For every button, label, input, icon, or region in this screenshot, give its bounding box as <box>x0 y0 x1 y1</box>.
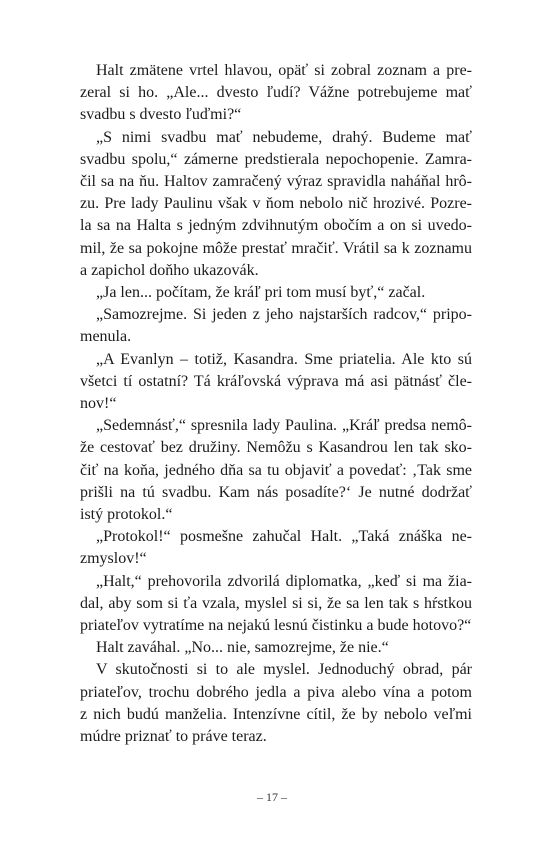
text-line: V skutočnosti si to ale myslel. Jednoduchý obrad, pár <box>96 661 472 679</box>
text-line: menula. <box>80 328 132 346</box>
text-line: „A Evanlyn – totiž, Kasandra. Sme priatelia. Ale kto sú <box>96 350 472 368</box>
text-line: z nich budú manželia. Intenzívne cítil, že by nebolo veľmi <box>80 705 472 723</box>
paragraph <box>80 415 472 526</box>
paragraph <box>80 304 472 348</box>
text-line: že cestovať bez družiny. Nemôžu s Kasandrou len tak sko- <box>80 439 472 457</box>
paragraph <box>80 60 472 127</box>
text-line: Halt zaváhal. „No... nie, samozrejme, že nie.“ <box>96 639 389 657</box>
paragraph <box>80 637 472 659</box>
text-line: „S nimi svadbu mať nebudeme, drahý. Budeme mať <box>96 128 472 146</box>
body-text <box>80 60 472 748</box>
text-line: svadbu spolu,“ zámerne predstierala nepochopenie. Zamra- <box>80 150 472 168</box>
text-line: zeral si ho. „Ale... dvesto ľudí? Vážne potrebujeme mať <box>80 84 472 102</box>
paragraph <box>80 127 472 282</box>
text-line: istý protokol.“ <box>80 506 173 524</box>
text-line: zu. Pre lady Paulinu však v ňom nebolo nič hrozivé. Pozre- <box>80 195 472 213</box>
paragraph <box>80 571 472 638</box>
text-line: „Protokol!“ posmešne zahučal Halt. „Taká znáška ne- <box>96 528 472 546</box>
paragraph <box>80 349 472 416</box>
text-line: zmyslov!“ <box>80 550 147 568</box>
text-line: prišli na tú svadbu. Kam nás posadíte?‘ Je nutné dodržať <box>80 483 472 501</box>
text-line: všetci tí ostatní? Tá kráľovská výprava má asi pätnásť čle- <box>80 372 472 390</box>
page-number: – 17 – <box>257 790 287 804</box>
text-line: nov!“ <box>80 395 117 413</box>
paragraph <box>80 282 472 304</box>
text-line: „Samozrejme. Si jeden z jeho najstarších radcov,“ pripo- <box>96 306 472 324</box>
text-line: la sa na Halta s jedným zdvihnutým obočím a on si uvedo- <box>80 217 472 235</box>
text-line: múdre priznať to práve teraz. <box>80 728 267 746</box>
text-line: dal, aby som si ťa vzala, myslel si si, že sa len tak s hŕstkou <box>80 594 472 612</box>
text-line: priateľov vytratíme na nejakú lesnú čistinku a bude hotovo?“ <box>80 617 472 635</box>
paragraph <box>80 659 472 748</box>
text-line: priateľov, trochu dobrého jedla a piva alebo vína a potom <box>80 683 472 701</box>
text-line: mil, že sa pokojne môže prestať mračiť. Vrátil sa k zoznamu <box>80 239 472 257</box>
text-line: „Halt,“ prehovorila zdvorilá diplomatka, „keď si ma žia- <box>96 572 472 590</box>
text-line: čiť na koňa, jedného dňa sa tu objaviť a povedať: ‚Tak sme <box>80 461 472 479</box>
text-line: Halt zmätene vrtel hlavou, opäť si zobral zoznam a pre- <box>96 62 472 79</box>
text-line: „Ja len... počítam, že kráľ pri tom musí byť,“ začal. <box>96 284 426 302</box>
text-line: svadbu s dvesto ľuďmi?“ <box>80 106 242 124</box>
text-line: „Sedemnásť,“ spresnila lady Paulina. „Kráľ predsa nemô- <box>96 417 472 435</box>
text-line: a zapichol doňho ukazovák. <box>80 261 259 279</box>
text-line: čil sa na ňu. Haltov zamračený výraz spravidla naháňal hrô- <box>80 173 472 191</box>
paragraph <box>80 526 472 570</box>
